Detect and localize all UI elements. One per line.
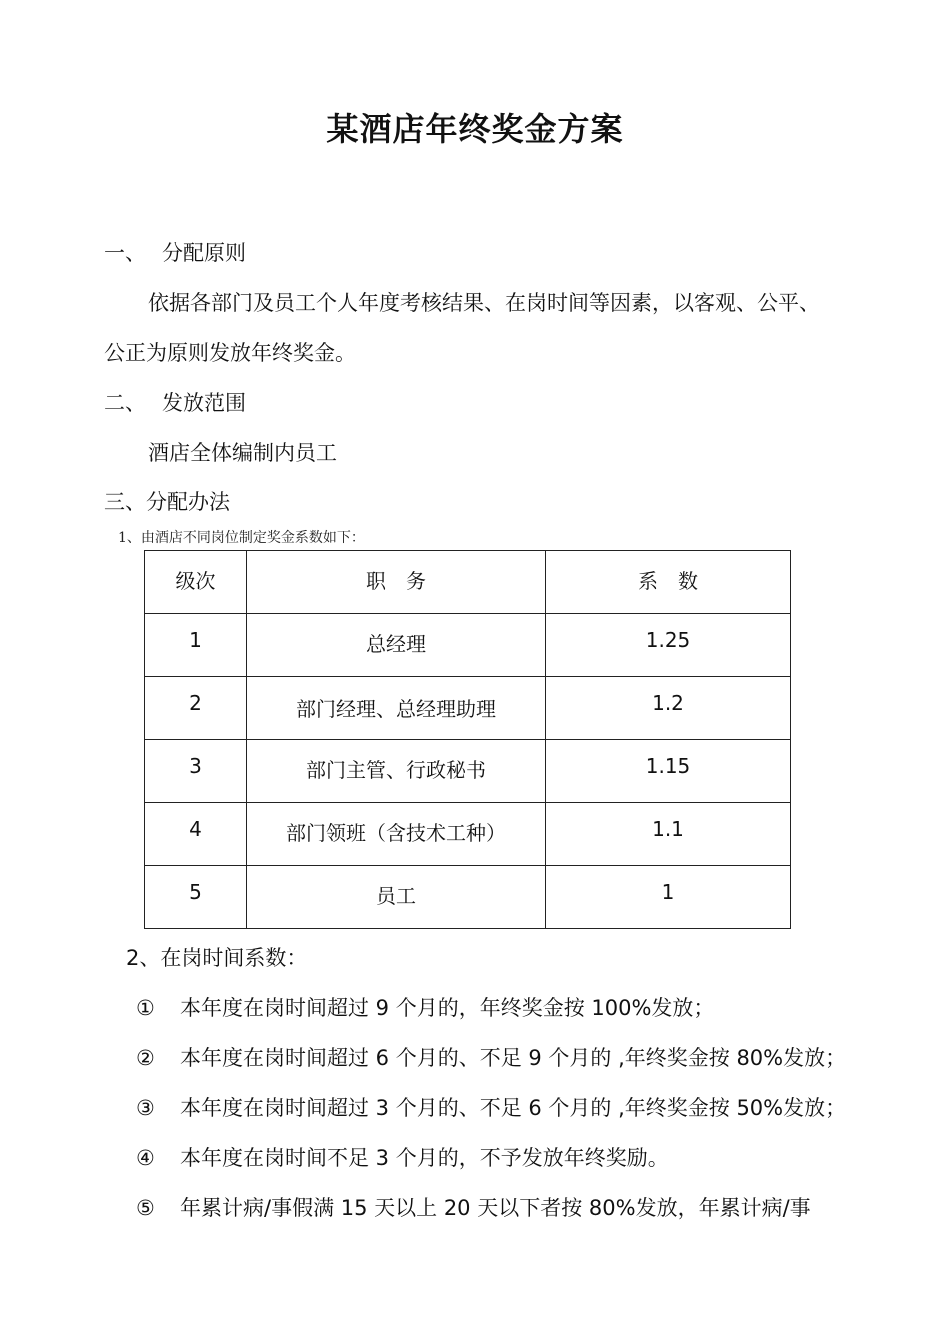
table-cell: 部门主管、行政秘书 bbox=[247, 740, 546, 803]
tenure-item-text: 本年度在岗时间不足 3 个月的，不予发放年终奖励。 bbox=[180, 1146, 669, 1170]
tenure-item-text: 年累计病/事假满 15 天以上 20 天以下者按 80%发放，年累计病/事 bbox=[180, 1196, 811, 1220]
table-cell: 1.1 bbox=[546, 803, 791, 866]
table-cell: 1.15 bbox=[546, 740, 791, 803]
section-1-number: 一、 bbox=[104, 241, 146, 265]
table-cell: 1 bbox=[145, 614, 247, 677]
tenure-heading: 2、在岗时间系数： bbox=[126, 946, 308, 970]
table-header-cell: 职 务 bbox=[247, 551, 546, 614]
section-1-body-line-1: 依据各部门及员工个人年度考核结果、在岗时间等因素，以客观、公平、 bbox=[148, 291, 820, 315]
table-header-cell: 级次 bbox=[145, 551, 247, 614]
circled-number-5: ⑤ bbox=[136, 1196, 155, 1220]
circled-number-3: ③ bbox=[136, 1096, 155, 1120]
table-cell: 5 bbox=[145, 866, 247, 929]
table-cell: 总经理 bbox=[247, 614, 546, 677]
table-row bbox=[145, 740, 791, 803]
page-title: 某酒店年终奖金方案 bbox=[326, 110, 624, 148]
section-2-heading bbox=[104, 388, 246, 418]
table-row bbox=[145, 803, 791, 866]
table-cell: 1.2 bbox=[546, 677, 791, 740]
table-cell: 4 bbox=[145, 803, 247, 866]
section-2-title: 发放范围 bbox=[162, 391, 246, 415]
section-3-heading: 三、分配办法 bbox=[104, 490, 230, 514]
table-cell: 1.25 bbox=[546, 614, 791, 677]
tenure-item-1 bbox=[136, 993, 714, 1023]
circled-number-2: ② bbox=[136, 1046, 155, 1070]
tenure-item-3 bbox=[136, 1093, 846, 1123]
circled-number-1: ① bbox=[136, 996, 155, 1020]
table-row bbox=[145, 614, 791, 677]
table-cell: 员工 bbox=[247, 866, 546, 929]
circled-number-4: ④ bbox=[136, 1146, 155, 1170]
tenure-item-5 bbox=[136, 1193, 811, 1223]
tenure-item-2 bbox=[136, 1043, 846, 1073]
tenure-item-4 bbox=[136, 1143, 669, 1173]
section-1-title: 分配原则 bbox=[162, 241, 246, 265]
table-row bbox=[145, 677, 791, 740]
table-cell: 部门经理、总经理助理 bbox=[247, 677, 546, 740]
tenure-item-text: 本年度在岗时间超过 6 个月的、不足 9 个月的 ,年终奖金按 80%发放； bbox=[180, 1046, 847, 1070]
section-3-note: 1、由酒店不同岗位制定奖金系数如下： bbox=[118, 530, 365, 546]
tenure-item-text: 本年度在岗时间超过 9 个月的，年终奖金按 100%发放； bbox=[180, 996, 715, 1020]
coefficient-table bbox=[144, 550, 791, 929]
section-1-body-line-2: 公正为原则发放年终奖金。 bbox=[104, 341, 356, 365]
tenure-item-text: 本年度在岗时间超过 3 个月的、不足 6 个月的 ,年终奖金按 50%发放； bbox=[180, 1096, 847, 1120]
section-2-body: 酒店全体编制内员工 bbox=[148, 441, 337, 465]
section-2-number: 二、 bbox=[104, 391, 146, 415]
section-1-heading bbox=[104, 238, 246, 268]
table-header-cell: 系 数 bbox=[546, 551, 791, 614]
table-cell: 1 bbox=[546, 866, 791, 929]
table-cell: 部门领班（含技术工种） bbox=[247, 803, 546, 866]
table-header-row bbox=[145, 551, 791, 614]
table-cell: 3 bbox=[145, 740, 247, 803]
table-cell: 2 bbox=[145, 677, 247, 740]
table-row bbox=[145, 866, 791, 929]
